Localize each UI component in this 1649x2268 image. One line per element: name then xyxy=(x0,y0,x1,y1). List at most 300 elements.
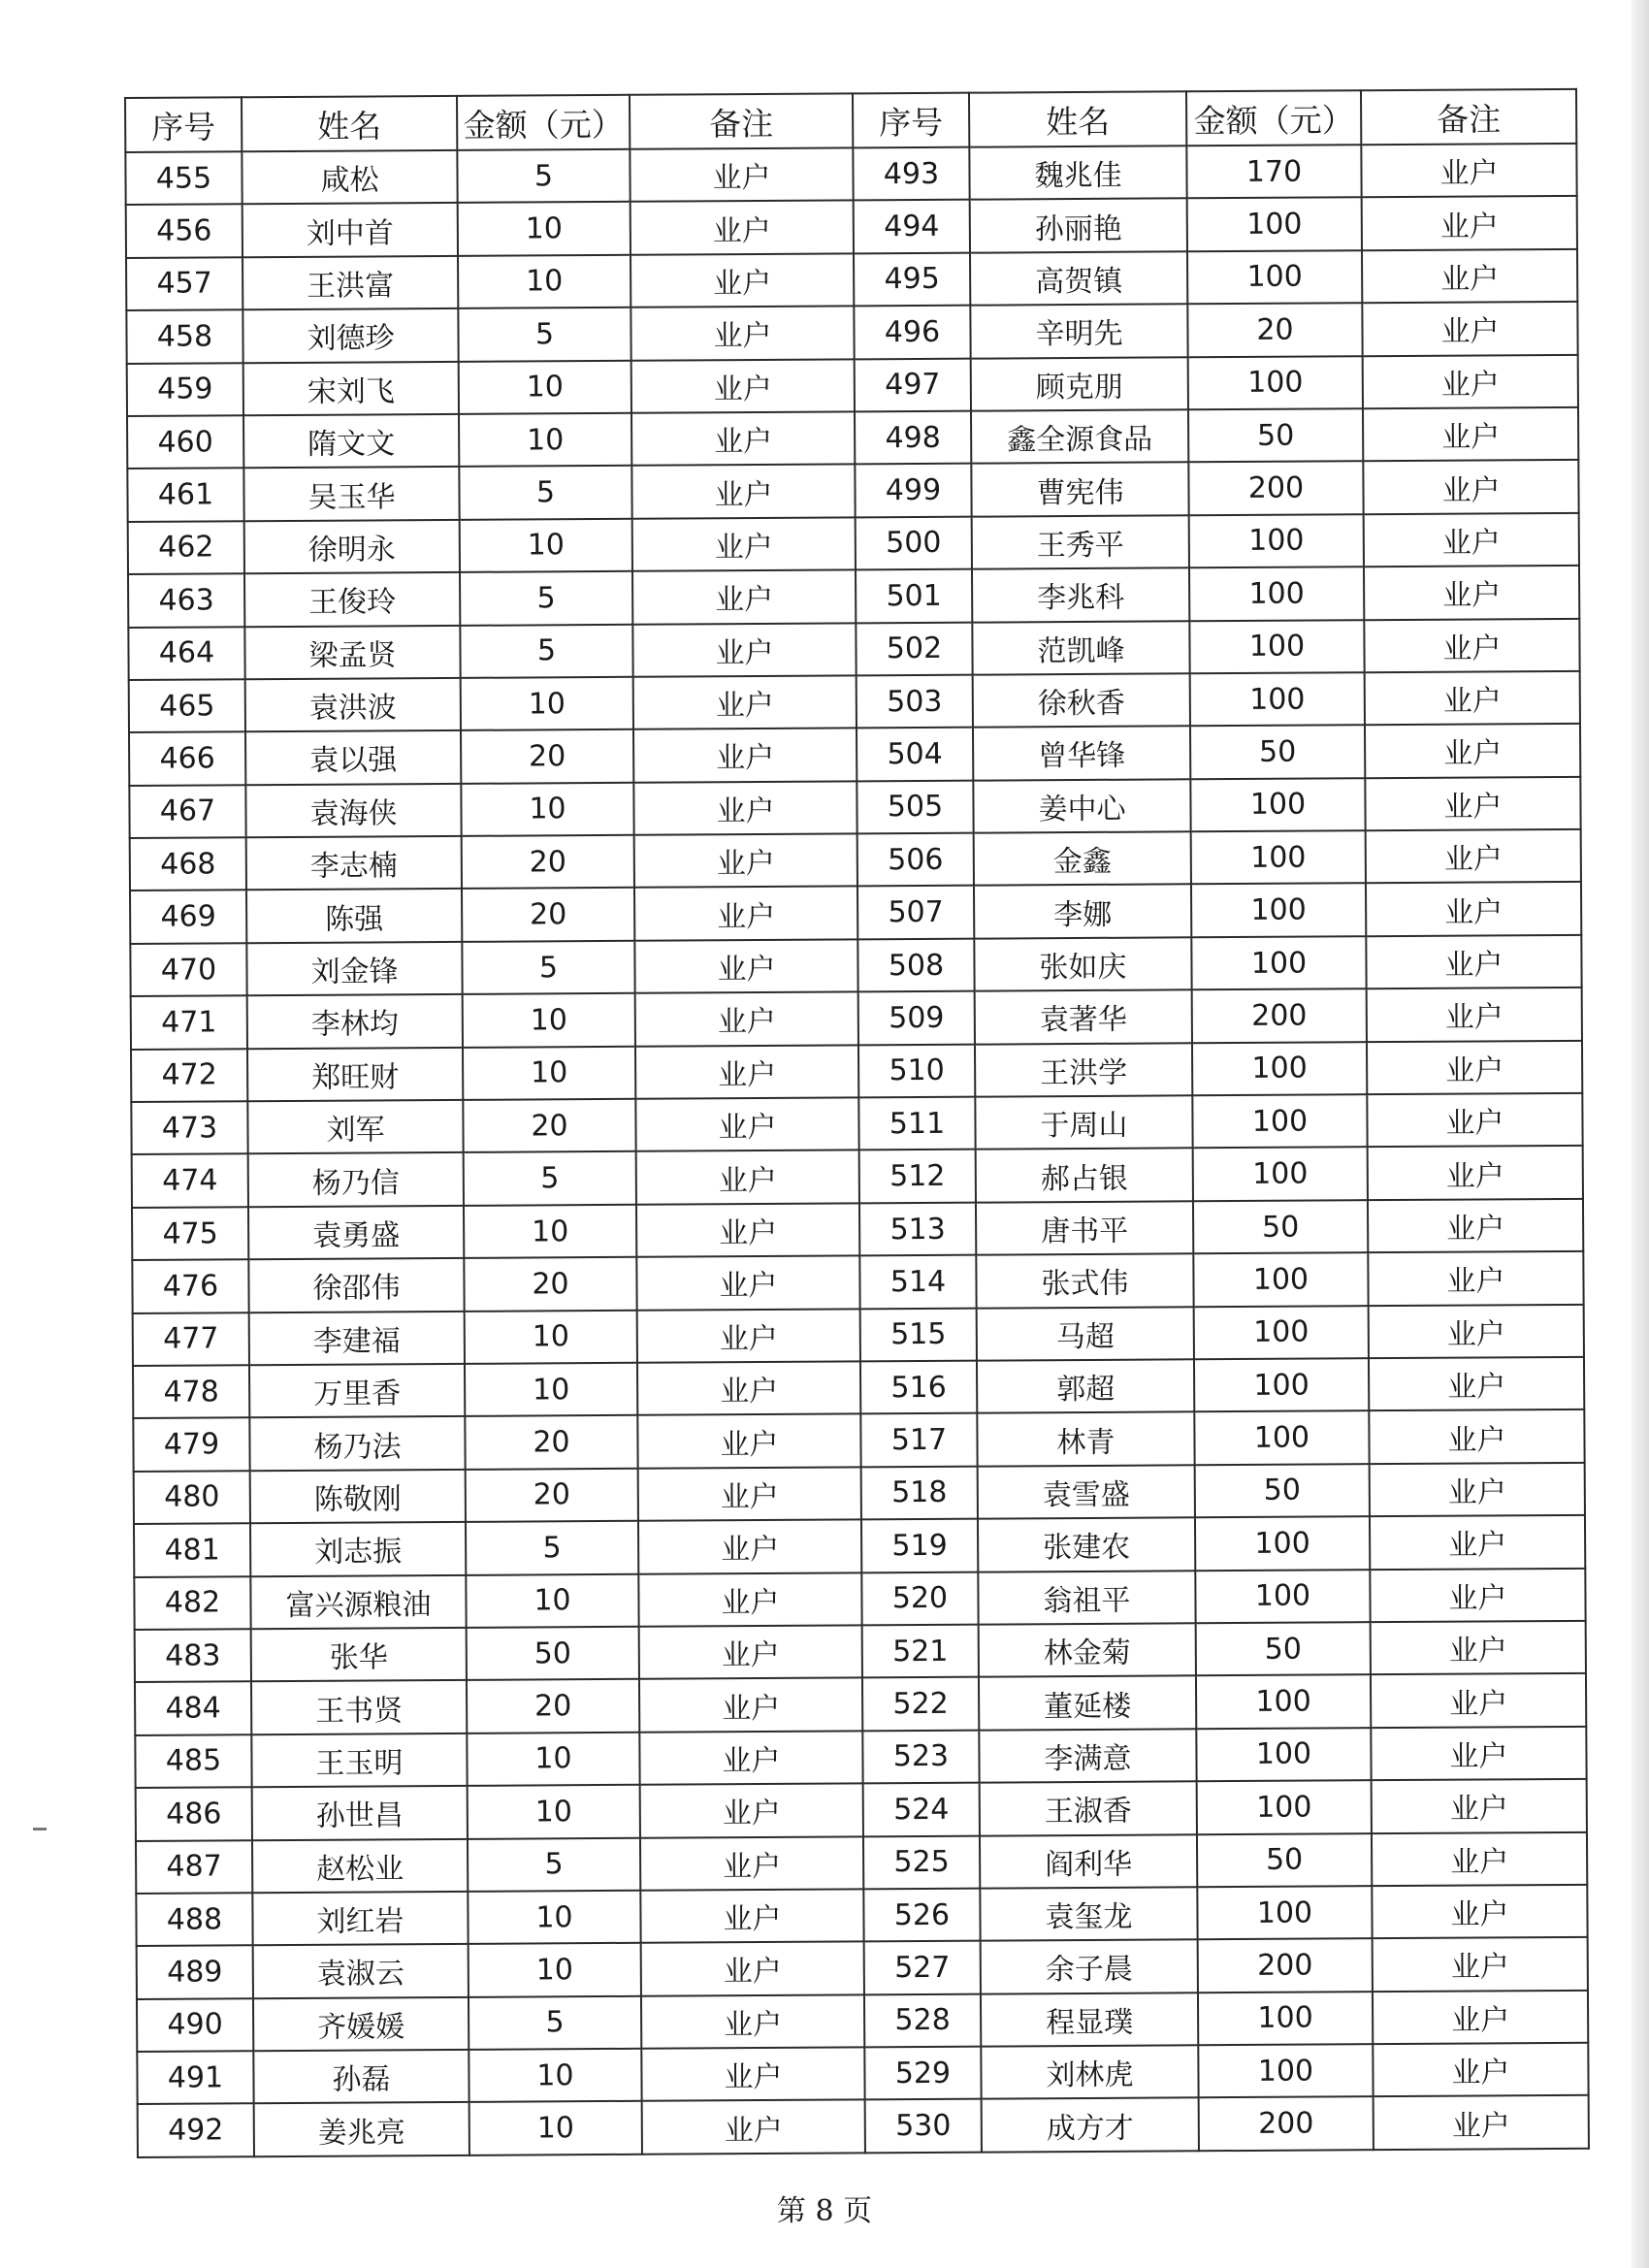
table-row xyxy=(138,2095,1589,2157)
amount-right-cell: 100 xyxy=(1191,936,1366,989)
amount-left-cell: 10 xyxy=(469,2101,642,2155)
amount-left-cell: 20 xyxy=(467,1679,639,1733)
amount-right-cell: 100 xyxy=(1195,1570,1370,1623)
name-left-cell: 隋文文 xyxy=(243,414,459,469)
serial-right-cell: 493 xyxy=(853,147,969,201)
table-row xyxy=(126,302,1577,364)
amount-right-cell: 100 xyxy=(1192,1042,1367,1095)
remark-right-cell: 业户 xyxy=(1372,1831,1587,1886)
name-left-cell: 袁淑云 xyxy=(253,1944,469,1998)
remark-right-cell: 业户 xyxy=(1373,1937,1588,1992)
serial-right-cell: 500 xyxy=(856,516,972,569)
name-right-cell: 李娜 xyxy=(974,885,1191,939)
name-right-cell: 范凯峰 xyxy=(972,621,1189,675)
name-right-cell: 李兆科 xyxy=(972,567,1189,622)
name-left-cell: 孙世昌 xyxy=(252,1786,468,1840)
remark-right-cell: 业户 xyxy=(1370,1463,1585,1517)
scan-page-edge xyxy=(1632,0,1649,2268)
amount-right-cell: 170 xyxy=(1186,145,1361,198)
remark-right-cell: 业户 xyxy=(1367,1040,1582,1094)
name-right-cell: 余子晨 xyxy=(981,1940,1198,1994)
name-left-cell: 张华 xyxy=(251,1628,467,1682)
amount-left-cell: 5 xyxy=(464,1151,636,1205)
amount-left-cell: 10 xyxy=(460,519,632,572)
remark-left-cell: 业户 xyxy=(639,1731,862,1785)
table-row xyxy=(133,1304,1584,1366)
name-right-cell: 成方才 xyxy=(982,2098,1199,2153)
remark-right-cell: 业户 xyxy=(1362,196,1577,250)
table-row xyxy=(136,1779,1587,1841)
header-amount-right: 金额（元） xyxy=(1186,90,1361,146)
amount-left-cell: 5 xyxy=(468,1837,640,1891)
amount-left-cell: 5 xyxy=(462,941,634,994)
amount-left-cell: 20 xyxy=(466,1469,638,1522)
name-left-cell: 刘红岩 xyxy=(252,1892,468,1946)
serial-left-cell: 490 xyxy=(137,1998,253,2052)
table-row xyxy=(137,2043,1588,2105)
name-right-cell: 林金菊 xyxy=(979,1623,1196,1677)
remark-right-cell: 业户 xyxy=(1373,1990,1588,2044)
remark-right-cell: 业户 xyxy=(1365,671,1580,726)
amount-left-cell: 20 xyxy=(464,1257,636,1311)
amount-left-cell: 5 xyxy=(457,149,630,203)
amount-left-cell: 10 xyxy=(465,1363,637,1416)
amount-left-cell: 5 xyxy=(460,624,632,677)
remark-left-cell: 业户 xyxy=(632,517,856,571)
name-right-cell: 程显璞 xyxy=(981,1993,1198,2047)
remark-left-cell: 业户 xyxy=(640,1836,863,1891)
amount-right-cell: 100 xyxy=(1189,514,1364,567)
serial-right-cell: 494 xyxy=(854,200,970,253)
amount-left-cell: 5 xyxy=(469,1995,641,2049)
remark-left-cell: 业户 xyxy=(637,1414,860,1469)
serial-left-cell: 486 xyxy=(136,1787,252,1840)
name-left-cell: 李建福 xyxy=(249,1311,465,1365)
remark-right-cell: 业户 xyxy=(1368,1199,1583,1253)
amount-right-cell: 20 xyxy=(1187,303,1362,356)
amount-right-cell: 100 xyxy=(1189,620,1364,673)
amount-right-cell: 200 xyxy=(1192,988,1367,1042)
remark-right-cell: 业户 xyxy=(1366,935,1581,989)
name-right-cell: 刘林虎 xyxy=(981,2045,1198,2099)
table-row xyxy=(137,1990,1588,2052)
serial-left-cell: 462 xyxy=(128,521,244,574)
name-left-cell: 宋刘飞 xyxy=(243,361,459,415)
name-left-cell: 王俊玲 xyxy=(244,572,460,627)
table-row xyxy=(133,1357,1584,1419)
serial-right-cell: 522 xyxy=(862,1677,979,1731)
name-left-cell: 徐明永 xyxy=(244,520,460,574)
serial-left-cell: 483 xyxy=(135,1629,251,1682)
table-row xyxy=(133,1409,1584,1472)
header-serial-left: 序号 xyxy=(125,97,242,152)
remark-left-cell: 业户 xyxy=(638,1467,861,1521)
amount-left-cell: 10 xyxy=(459,413,631,467)
remark-left-cell: 业户 xyxy=(630,147,853,202)
name-right-cell: 张建农 xyxy=(978,1517,1195,1571)
serial-right-cell: 523 xyxy=(862,1730,979,1783)
amount-right-cell: 100 xyxy=(1192,1094,1367,1148)
table-row xyxy=(134,1463,1585,1525)
serial-right-cell: 507 xyxy=(857,886,974,939)
remark-right-cell: 业户 xyxy=(1371,1673,1586,1728)
remark-left-cell: 业户 xyxy=(630,253,854,308)
amount-left-cell: 5 xyxy=(466,1521,638,1574)
name-left-cell: 梁孟贤 xyxy=(244,625,460,679)
serial-right-cell: 524 xyxy=(863,1783,980,1836)
serial-left-cell: 485 xyxy=(135,1734,251,1788)
remark-right-cell: 业户 xyxy=(1364,618,1579,672)
name-right-cell: 金鑫 xyxy=(974,831,1191,886)
header-remark-left: 备注 xyxy=(630,93,853,148)
remark-right-cell: 业户 xyxy=(1369,1409,1584,1464)
page-number: 第 8 页 xyxy=(776,2194,873,2228)
table-header-row xyxy=(125,89,1576,152)
remark-left-cell: 业户 xyxy=(636,1150,859,1205)
remark-left-cell: 业户 xyxy=(633,729,857,783)
remark-left-cell: 业户 xyxy=(639,1678,862,1733)
remark-right-cell: 业户 xyxy=(1364,566,1579,620)
name-right-cell: 张式伟 xyxy=(976,1253,1193,1308)
table-row xyxy=(126,196,1577,258)
amount-left-cell: 10 xyxy=(461,782,633,835)
amount-right-cell: 100 xyxy=(1196,1728,1371,1781)
remark-right-cell: 业户 xyxy=(1369,1357,1584,1411)
table-row xyxy=(130,882,1581,944)
remark-right-cell: 业户 xyxy=(1361,144,1576,198)
remark-right-cell: 业户 xyxy=(1362,249,1577,304)
name-right-cell: 王洪学 xyxy=(975,1043,1192,1097)
name-left-cell: 陈敬刚 xyxy=(250,1470,466,1524)
amount-right-cell: 100 xyxy=(1191,884,1366,937)
name-left-cell: 刘志振 xyxy=(250,1522,466,1576)
serial-left-cell: 457 xyxy=(126,257,242,310)
remark-left-cell: 业户 xyxy=(632,570,856,625)
serial-right-cell: 509 xyxy=(858,991,975,1045)
serial-right-cell: 525 xyxy=(863,1835,980,1889)
name-left-cell: 陈强 xyxy=(246,889,462,943)
remark-left-cell: 业户 xyxy=(631,359,855,413)
serial-left-cell: 476 xyxy=(132,1259,248,1312)
serial-left-cell: 484 xyxy=(135,1682,251,1735)
remark-right-cell: 业户 xyxy=(1373,2043,1588,2097)
serial-left-cell: 455 xyxy=(125,151,242,205)
name-left-cell: 袁以强 xyxy=(245,730,461,785)
serial-left-cell: 471 xyxy=(131,995,247,1049)
name-left-cell: 刘德珍 xyxy=(242,308,458,363)
remark-right-cell: 业户 xyxy=(1367,988,1582,1042)
table-row xyxy=(129,671,1580,733)
amount-right-cell: 200 xyxy=(1199,2097,1374,2151)
amount-left-cell: 10 xyxy=(465,1310,637,1363)
table-row xyxy=(131,1040,1582,1102)
name-left-cell: 齐媛媛 xyxy=(253,1997,469,2052)
name-right-cell: 姜中心 xyxy=(973,779,1190,833)
table-row xyxy=(128,618,1579,680)
header-amount-left: 金额（元） xyxy=(457,95,630,150)
name-left-cell: 万里香 xyxy=(249,1364,465,1418)
serial-right-cell: 505 xyxy=(857,780,973,833)
serial-right-cell: 496 xyxy=(854,306,970,359)
table-row xyxy=(125,144,1576,206)
serial-right-cell: 510 xyxy=(858,1044,975,1097)
serial-left-cell: 464 xyxy=(128,627,244,680)
name-left-cell: 吴玉华 xyxy=(243,467,459,521)
serial-right-cell: 527 xyxy=(864,1941,981,1994)
serial-right-cell: 518 xyxy=(861,1466,978,1519)
remark-right-cell: 业户 xyxy=(1370,1515,1585,1570)
table-row xyxy=(130,935,1581,997)
serial-left-cell: 477 xyxy=(133,1312,249,1366)
table-row xyxy=(130,829,1581,891)
name-left-cell: 咸松 xyxy=(242,150,457,205)
remark-left-cell: 业户 xyxy=(641,1994,864,2049)
serial-right-cell: 499 xyxy=(855,464,971,517)
serial-right-cell: 530 xyxy=(865,2099,982,2153)
amount-left-cell: 20 xyxy=(462,835,634,889)
remark-left-cell: 业户 xyxy=(635,1045,858,1099)
remark-right-cell: 业户 xyxy=(1372,1779,1587,1833)
table-row xyxy=(128,513,1579,575)
amount-left-cell: 10 xyxy=(468,1891,640,1944)
remark-left-cell: 业户 xyxy=(637,1309,860,1363)
amount-right-cell: 100 xyxy=(1194,1306,1369,1359)
remark-left-cell: 业户 xyxy=(639,1625,862,1679)
remark-right-cell: 业户 xyxy=(1371,1621,1586,1675)
name-left-cell: 杨乃信 xyxy=(248,1152,464,1207)
remark-right-cell: 业户 xyxy=(1368,1251,1583,1306)
table-row xyxy=(135,1621,1586,1683)
amount-left-cell: 10 xyxy=(469,2049,641,2102)
amount-right-cell: 200 xyxy=(1198,1938,1373,1992)
serial-left-cell: 468 xyxy=(130,837,246,891)
serial-left-cell: 460 xyxy=(127,415,243,469)
serial-left-cell: 480 xyxy=(134,1471,250,1524)
remark-right-cell: 业户 xyxy=(1371,1727,1586,1781)
remark-right-cell: 业户 xyxy=(1374,2095,1589,2150)
serial-right-cell: 495 xyxy=(854,252,970,306)
remark-right-cell: 业户 xyxy=(1366,829,1581,884)
name-left-cell: 王洪富 xyxy=(242,256,458,310)
name-right-cell: 翁祖平 xyxy=(978,1571,1195,1625)
name-left-cell: 袁勇盛 xyxy=(248,1206,464,1260)
name-right-cell: 王秀平 xyxy=(972,515,1189,569)
serial-left-cell: 478 xyxy=(133,1365,249,1418)
remark-right-cell: 业户 xyxy=(1370,1568,1585,1622)
amount-right-cell: 100 xyxy=(1197,1780,1372,1833)
serial-right-cell: 508 xyxy=(857,939,974,992)
serial-left-cell: 472 xyxy=(131,1049,247,1102)
scan-mark xyxy=(33,1828,47,1831)
serial-left-cell: 473 xyxy=(131,1101,247,1154)
name-right-cell: 徐秋香 xyxy=(973,673,1190,728)
name-left-cell: 刘金锋 xyxy=(246,942,462,996)
remark-left-cell: 业户 xyxy=(634,887,857,941)
amount-left-cell: 20 xyxy=(462,888,634,941)
name-right-cell: 高贺镇 xyxy=(970,251,1187,306)
amount-left-cell: 20 xyxy=(465,1415,637,1469)
table-row xyxy=(129,724,1580,786)
serial-left-cell: 456 xyxy=(126,205,242,258)
name-left-cell: 郑旺财 xyxy=(247,1048,463,1102)
header-remark-right: 备注 xyxy=(1361,89,1576,145)
name-right-cell: 李满意 xyxy=(979,1729,1196,1783)
amount-right-cell: 100 xyxy=(1194,1358,1369,1411)
remark-left-cell: 业户 xyxy=(636,1203,859,1257)
amount-left-cell: 5 xyxy=(459,466,631,519)
serial-left-cell: 491 xyxy=(137,2051,253,2104)
amount-right-cell: 100 xyxy=(1189,567,1364,620)
serial-right-cell: 502 xyxy=(856,622,972,675)
amount-right-cell: 100 xyxy=(1193,1252,1368,1306)
remark-left-cell: 业户 xyxy=(641,2047,864,2101)
amount-left-cell: 20 xyxy=(461,729,633,783)
amount-left-cell: 20 xyxy=(463,1099,635,1152)
amount-right-cell: 100 xyxy=(1188,356,1363,409)
remark-right-cell: 业户 xyxy=(1363,354,1578,408)
name-right-cell: 鑫全源食品 xyxy=(971,409,1188,464)
serial-right-cell: 501 xyxy=(856,569,972,623)
serial-right-cell: 520 xyxy=(861,1571,978,1625)
amount-left-cell: 10 xyxy=(463,1046,635,1099)
remark-right-cell: 业户 xyxy=(1372,1885,1587,1939)
amount-right-cell: 50 xyxy=(1197,1833,1372,1887)
remark-left-cell: 业户 xyxy=(635,992,858,1047)
serial-right-cell: 498 xyxy=(855,411,971,465)
table-row xyxy=(132,1199,1583,1261)
name-right-cell: 董延楼 xyxy=(979,1676,1196,1731)
serial-right-cell: 516 xyxy=(860,1361,977,1414)
amount-left-cell: 50 xyxy=(467,1627,639,1680)
amount-left-cell: 10 xyxy=(459,360,631,413)
remark-left-cell: 业户 xyxy=(638,1520,861,1574)
serial-left-cell: 467 xyxy=(129,785,245,838)
name-left-cell: 李志楠 xyxy=(246,836,462,891)
serial-right-cell: 506 xyxy=(857,833,974,887)
amount-right-cell: 100 xyxy=(1187,250,1362,304)
table-row xyxy=(137,1937,1588,1999)
remark-right-cell: 业户 xyxy=(1365,724,1580,778)
amount-left-cell: 10 xyxy=(461,677,633,730)
serial-right-cell: 517 xyxy=(860,1413,977,1467)
amount-right-cell: 50 xyxy=(1195,1464,1370,1517)
serial-left-cell: 458 xyxy=(126,309,242,363)
name-left-cell: 李林均 xyxy=(247,994,463,1049)
amount-right-cell: 100 xyxy=(1194,1411,1369,1465)
name-left-cell: 孙磊 xyxy=(253,2050,469,2104)
table-row xyxy=(134,1568,1585,1630)
amount-left-cell: 10 xyxy=(463,993,635,1047)
remark-right-cell: 业户 xyxy=(1362,302,1577,356)
header-serial-right: 序号 xyxy=(853,93,969,148)
name-left-cell: 袁洪波 xyxy=(245,678,461,732)
remark-left-cell: 业户 xyxy=(631,465,855,519)
serial-right-cell: 512 xyxy=(859,1150,976,1203)
table-row xyxy=(134,1515,1585,1577)
name-right-cell: 袁雪盛 xyxy=(978,1465,1195,1519)
serial-right-cell: 503 xyxy=(857,675,973,729)
table-row xyxy=(136,1885,1587,1947)
remark-left-cell: 业户 xyxy=(631,411,855,466)
amount-left-cell: 10 xyxy=(464,1205,636,1258)
serial-right-cell: 521 xyxy=(862,1625,979,1678)
remark-right-cell: 业户 xyxy=(1369,1304,1584,1358)
remark-left-cell: 业户 xyxy=(634,939,857,993)
amount-right-cell: 100 xyxy=(1196,1675,1371,1729)
name-right-cell: 马超 xyxy=(977,1307,1194,1361)
remark-left-cell: 业户 xyxy=(638,1572,861,1627)
amount-left-cell: 5 xyxy=(458,308,630,361)
amount-left-cell: 5 xyxy=(460,571,632,625)
remark-left-cell: 业户 xyxy=(642,2100,865,2155)
name-left-cell: 刘中首 xyxy=(242,203,458,257)
remark-right-cell: 业户 xyxy=(1368,1146,1583,1200)
amount-right-cell: 200 xyxy=(1188,462,1363,515)
name-left-cell: 富兴源粮油 xyxy=(250,1574,466,1629)
amount-right-cell: 50 xyxy=(1193,1200,1368,1253)
remark-left-cell: 业户 xyxy=(640,1783,863,1837)
table-row xyxy=(132,1146,1583,1208)
amount-left-cell: 10 xyxy=(458,202,630,255)
amount-right-cell: 100 xyxy=(1191,830,1366,884)
amount-right-cell: 100 xyxy=(1190,778,1365,831)
remark-right-cell: 业户 xyxy=(1366,882,1581,936)
serial-right-cell: 514 xyxy=(859,1255,976,1309)
remark-right-cell: 业户 xyxy=(1364,513,1579,567)
table-body xyxy=(125,144,1589,2157)
table-row xyxy=(127,354,1578,416)
table-row xyxy=(127,407,1578,470)
name-left-cell: 王书贤 xyxy=(251,1680,467,1734)
serial-right-cell: 515 xyxy=(860,1308,977,1361)
name-left-cell: 姜兆亮 xyxy=(254,2102,469,2156)
serial-left-cell: 479 xyxy=(133,1418,249,1472)
name-right-cell: 张如庆 xyxy=(974,937,1191,991)
remark-left-cell: 业户 xyxy=(633,675,857,729)
amount-right-cell: 100 xyxy=(1198,1992,1373,2045)
serial-left-cell: 459 xyxy=(127,363,243,416)
serial-right-cell: 513 xyxy=(859,1202,976,1255)
table-row xyxy=(131,988,1582,1050)
serial-right-cell: 511 xyxy=(858,1097,975,1150)
amount-left-cell: 10 xyxy=(458,255,630,308)
remark-right-cell: 业户 xyxy=(1363,460,1578,514)
name-right-cell: 顾克朋 xyxy=(971,357,1188,411)
header-name-left: 姓名 xyxy=(242,96,457,151)
table-row xyxy=(129,777,1580,839)
name-left-cell: 袁海侠 xyxy=(245,784,461,838)
name-right-cell: 阎利华 xyxy=(980,1834,1197,1889)
table-row xyxy=(131,1093,1582,1155)
amount-right-cell: 100 xyxy=(1193,1148,1368,1201)
name-left-cell: 刘军 xyxy=(247,1100,463,1154)
serial-right-cell: 504 xyxy=(857,728,973,781)
table-row xyxy=(136,1831,1587,1894)
name-right-cell: 郝占银 xyxy=(976,1149,1193,1203)
donation-table xyxy=(124,88,1590,2158)
name-right-cell: 魏兆佳 xyxy=(969,146,1186,200)
name-right-cell: 郭超 xyxy=(977,1359,1194,1413)
serial-left-cell: 475 xyxy=(132,1207,248,1260)
name-right-cell: 孙丽艳 xyxy=(970,199,1187,253)
serial-right-cell: 519 xyxy=(861,1519,978,1572)
remark-right-cell: 业户 xyxy=(1363,407,1578,462)
amount-right-cell: 100 xyxy=(1195,1516,1370,1570)
donation-table-wrapper xyxy=(124,88,1588,2165)
serial-left-cell: 492 xyxy=(138,2104,254,2157)
amount-left-cell: 10 xyxy=(468,1785,640,1838)
name-right-cell: 林青 xyxy=(977,1412,1194,1467)
